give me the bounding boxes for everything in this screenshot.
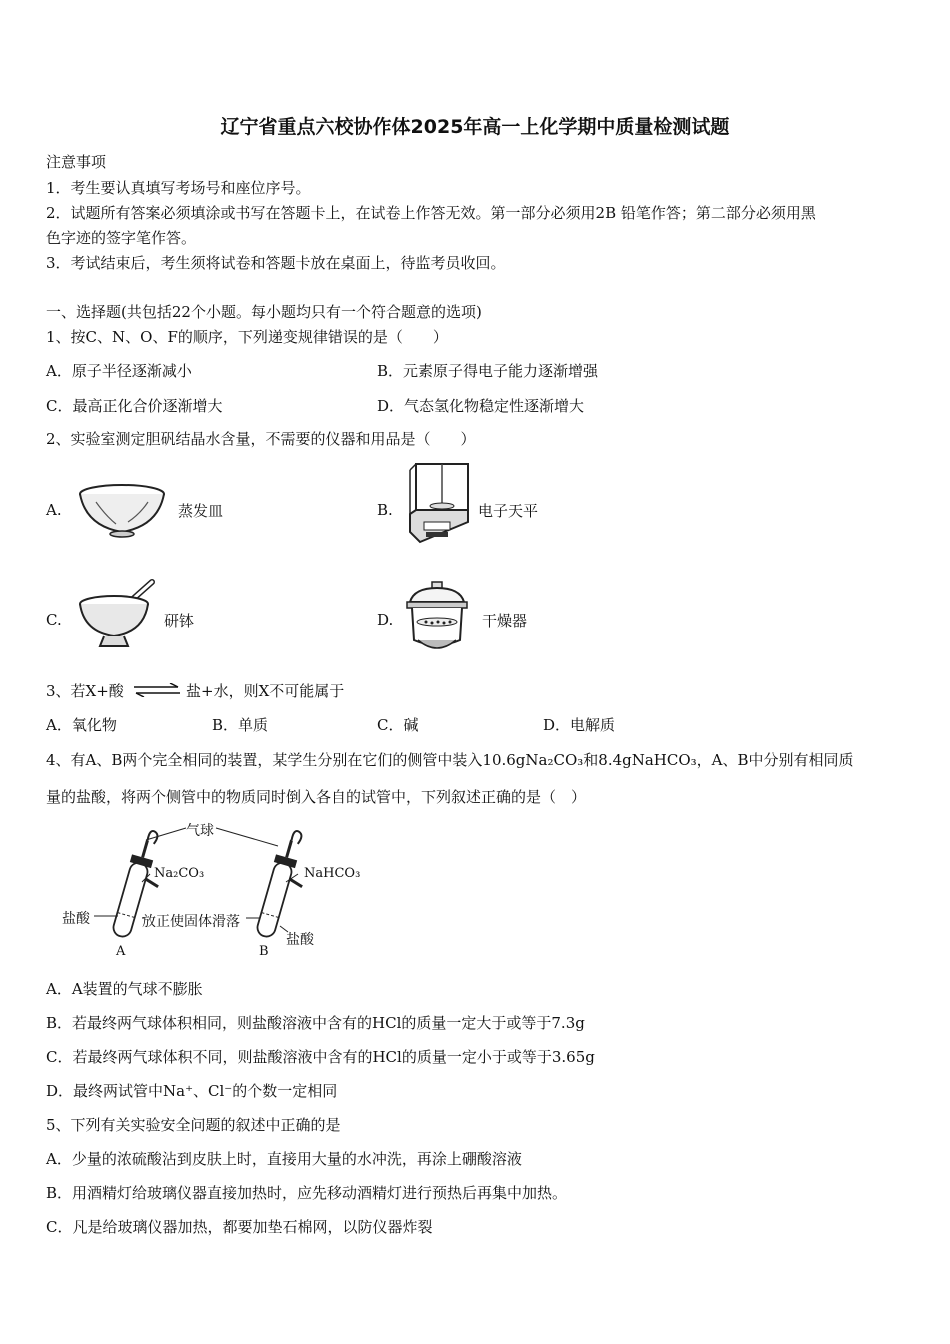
mortar-and-pestle-image [76, 576, 158, 650]
equilibrium-arrow-icon [132, 683, 182, 697]
q1-stem: 1、按C、N、O、F的顺序，下列递变规律错误的是（ ） [46, 328, 448, 346]
na2co3-label: Na₂CO₃ [154, 866, 205, 881]
q1-option-d: D．气态氢化物稳定性逐渐增大 [377, 397, 585, 415]
exam-title: 辽宁省重点六校协作体2025年高一上化学期中质量检测试题 [220, 116, 730, 138]
notice-item-2: 2．试题所有答案必须填涂或书写在答题卡上，在试卷上作答无效。第一部分必须用2B 铅笔作答；第二部分必须用黑 [46, 204, 816, 222]
q4-stem-line-1: 4、有A、B两个完全相同的装置，某学生分别在它们的侧管中装入10.6gNa₂CO₃和8.4gNaHCO₃，A、B中分别有相同质 [46, 751, 854, 769]
q3-stem-end: 盐+水，则X不可能属于 [186, 682, 345, 700]
apparatus-a-label: A [116, 944, 126, 959]
q5-option-b: B．用酒精灯给玻璃仪器直接加热时，应先移动酒精灯进行预热后再集中加热。 [46, 1184, 568, 1202]
notice-item-2-cont: 色字迹的签字笔作答。 [46, 229, 197, 247]
q2-stem: 2、实验室测定胆矾结晶水含量，不需要的仪器和用品是（ ） [46, 430, 476, 448]
q3-option-b: B．单质 [212, 716, 269, 734]
q1-option-b: B．元素原子得电子能力逐渐增强 [377, 362, 599, 380]
notice-heading: 注意事项 [46, 153, 107, 171]
q2-option-b-letter: B. [377, 501, 393, 519]
q4-stem-line-2: 量的盐酸，将两个侧管中的物质同时倒入各自的试管中，下列叙述正确的是（ ） [46, 788, 587, 806]
q3-option-a: A．氧化物 [46, 716, 117, 734]
q1-option-c: C．最高正化合价逐渐增大 [46, 397, 223, 415]
q5-option-c: C．凡是给玻璃仪器加热，都要加垫石棉网，以防仪器炸裂 [46, 1218, 433, 1236]
q2-option-d-label: 干燥器 [482, 612, 528, 630]
apparatus-b-label: B [259, 944, 269, 959]
q2-option-c-letter: C. [46, 611, 62, 629]
notice-item-3: 3．考试结束后，考生须将试卷和答题卡放在桌面上，待监考员收回。 [46, 254, 506, 272]
nahco3-label: NaHCO₃ [304, 866, 361, 881]
q4-apparatus-diagram [60, 818, 380, 968]
q4-option-b: B．若最终两气球体积相同，则盐酸溶液中含有的HCl的质量一定大于或等于7.3g [46, 1014, 585, 1032]
q5-stem: 5、下列有关实验安全问题的叙述中正确的是 [46, 1116, 341, 1134]
q1-option-a: A．原子半径逐渐减小 [46, 362, 192, 380]
q3-stem-start: 3、若X+酸 [46, 682, 124, 700]
q4-option-d: D．最终两试管中Na⁺、Cl⁻的个数一定相同 [46, 1082, 338, 1100]
q4-option-c: C．若最终两气球体积不同，则盐酸溶液中含有的HCl的质量一定小于或等于3.65g [46, 1048, 595, 1066]
q3-option-d: D．电解质 [543, 716, 616, 734]
desiccator-image [404, 580, 470, 658]
q2-option-b-label: 电子天平 [478, 502, 539, 520]
evaporating-dish-image [76, 482, 168, 538]
electronic-balance-image [406, 460, 474, 544]
section-heading: 一、选择题(共包括22个小题。每小题均只有一个符合题意的选项) [46, 303, 482, 321]
q2-option-d-letter: D. [377, 611, 394, 629]
acid-label-right: 盐酸 [286, 932, 314, 948]
tilt-note-label: 放正使固体滑落 [142, 914, 240, 930]
q2-option-c-label: 研钵 [164, 612, 195, 630]
q3-option-c: C．碱 [377, 716, 419, 734]
q5-option-a: A．少量的浓硫酸沾到皮肤上时，直接用大量的水冲洗，再涂上硼酸溶液 [46, 1150, 522, 1168]
q2-option-a-label: 蒸发皿 [178, 502, 224, 520]
balloon-label: 气球 [186, 823, 214, 839]
q4-option-a: A．A装置的气球不膨胀 [46, 980, 203, 998]
notice-item-1: 1．考生要认真填写考场号和座位序号。 [46, 179, 311, 197]
q2-option-a-letter: A. [46, 501, 62, 519]
acid-label-left: 盐酸 [62, 911, 90, 927]
